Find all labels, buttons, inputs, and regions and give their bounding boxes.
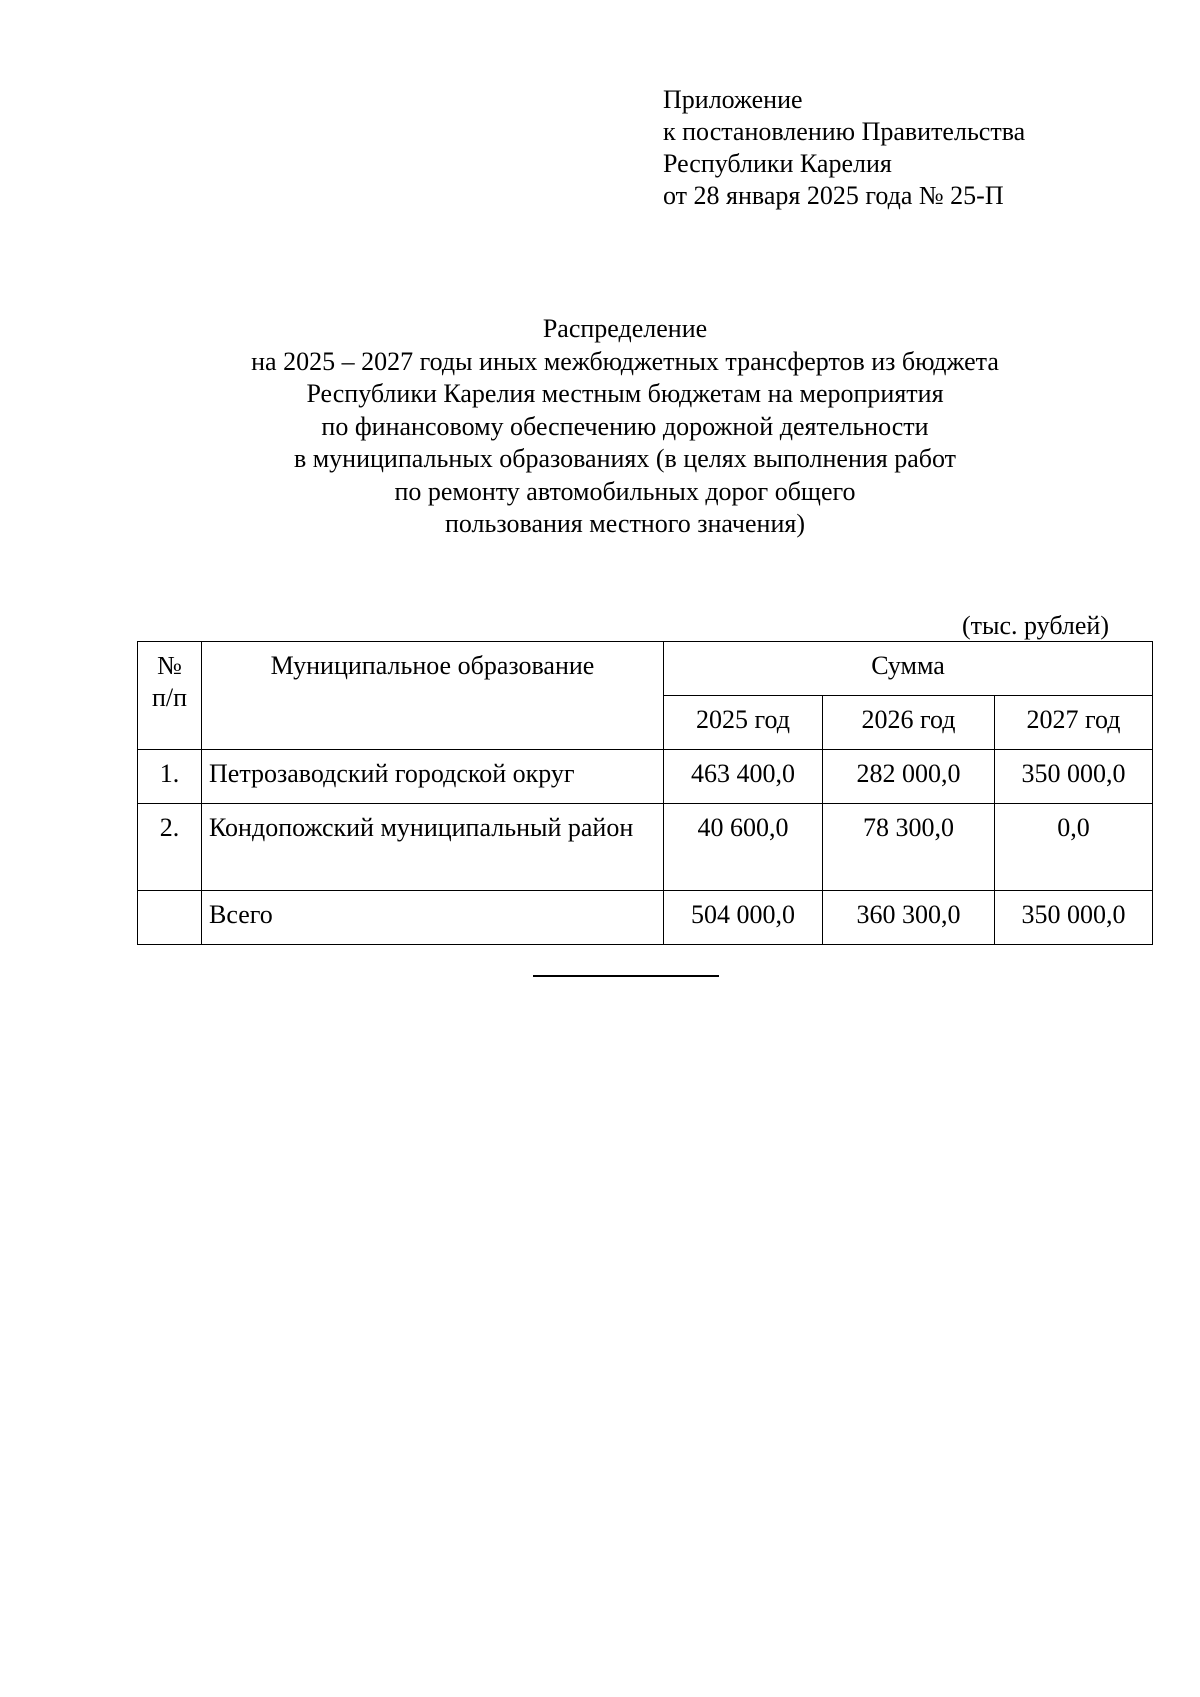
appendix-block [663, 84, 1025, 212]
header-sum: Сумма [664, 642, 1153, 696]
header-year-2027: 2027 год [995, 696, 1153, 750]
row-value-2026: 78 300,0 [823, 804, 995, 891]
table-row [138, 804, 1153, 891]
appendix-line-3: Республики Карелия [663, 149, 892, 178]
row-value-2025: 463 400,0 [664, 750, 823, 804]
total-value-2025: 504 000,0 [664, 891, 823, 945]
title-line-7: пользования местного значения) [444, 509, 805, 538]
row-municipality: Петрозаводский городской округ [202, 750, 664, 804]
title-line-3: Республики Карелия местным бюджетам на мероприятия [306, 379, 944, 408]
header-number-cell [138, 642, 202, 750]
distribution-table [137, 641, 1153, 945]
appendix-line-4: от 28 января 2025 года № 25-П [663, 181, 1004, 210]
title-line-6: по ремонту автомобильных дорог общего [394, 476, 856, 506]
table-header-row [138, 642, 1153, 696]
appendix-line-2: к постановлению Правительства [663, 117, 1026, 146]
table-row [138, 750, 1153, 804]
title-line-4: по финансовому обеспечению дорожной деятельности [321, 411, 929, 441]
header-municipality: Муниципальное образование [202, 642, 664, 750]
header-year-2025: 2025 год [664, 696, 823, 750]
total-value-2027: 350 000,0 [995, 891, 1153, 945]
row-value-2027: 0,0 [995, 804, 1153, 891]
end-divider [533, 975, 719, 977]
title-line-5: в муниципальных образованиях (в целях выполнения работ [293, 444, 957, 473]
document-title [130, 313, 1120, 541]
header-number-symbol: № [157, 651, 182, 680]
row-number: 1. [138, 750, 202, 804]
total-value-2026: 360 300,0 [823, 891, 995, 945]
header-number-abbr: п/п [151, 683, 188, 712]
row-value-2027: 350 000,0 [995, 750, 1153, 804]
row-value-2025: 40 600,0 [664, 804, 823, 891]
table-total-row [138, 891, 1153, 945]
header-year-2026: 2026 год [823, 696, 995, 750]
total-number [138, 891, 202, 945]
title-line-1: Распределение [542, 314, 708, 343]
appendix-line-1: Приложение [663, 85, 803, 114]
row-number: 2. [138, 804, 202, 891]
units-label: (тыс. рублей) [961, 611, 1109, 640]
title-line-2: на 2025 – 2027 годы иных межбюджетных трансфертов из бюджета [251, 346, 999, 376]
row-municipality: Кондопожский муниципальный район [202, 804, 664, 891]
total-label: Всего [202, 891, 664, 945]
row-value-2026: 282 000,0 [823, 750, 995, 804]
